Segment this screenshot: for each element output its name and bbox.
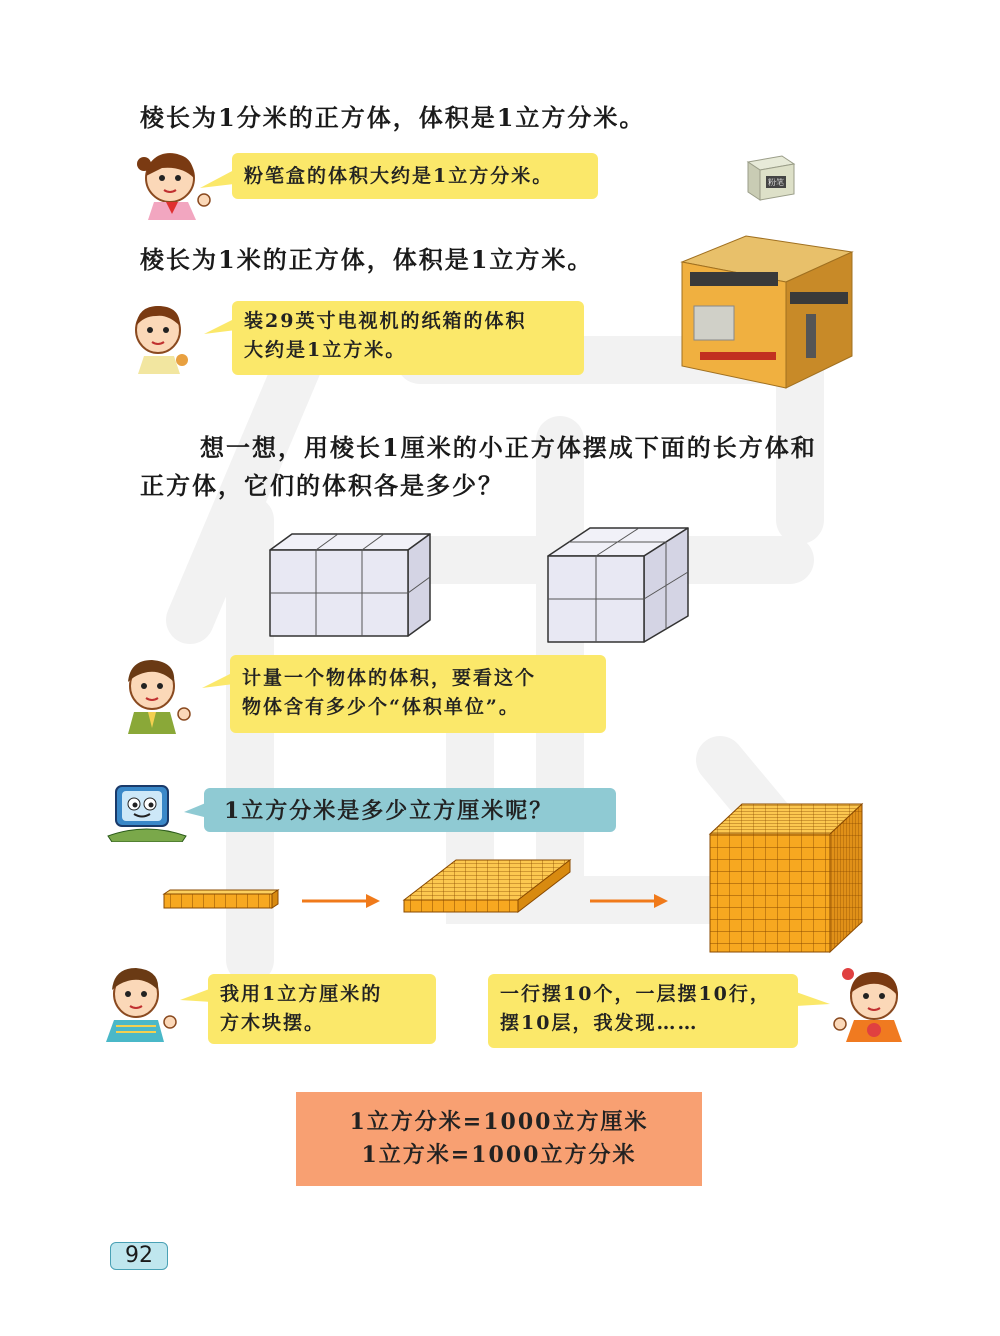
page-number-badge [110, 1242, 168, 1270]
cube-figure [540, 522, 696, 648]
boy-avatar [128, 300, 194, 374]
arrow-icon [300, 892, 382, 910]
page-number: 92 [125, 1243, 153, 1268]
bubble-tail [796, 990, 830, 1012]
boy-speech-bubble [232, 301, 584, 375]
text-line-dm3: 棱长为1分米的正方体，体积是1立方分米。 [140, 103, 646, 132]
girl-discovery-line1: 一行摆10个，一层摆10行， [500, 983, 771, 1005]
boy-method-bubble [208, 974, 436, 1044]
computer-question-bubble [204, 788, 616, 832]
measure-speech-bubble [230, 655, 606, 733]
text-line-m3: 棱长为1米的正方体，体积是1立方米。 [140, 245, 594, 274]
computer-question-text: 1立方分米是多少立方厘米呢？ [224, 798, 554, 824]
boy-method-line2: 方木块摆。 [220, 1012, 326, 1034]
chalk-box-image [742, 152, 798, 202]
boy-method-line1: 我用1立方厘米的 [220, 983, 383, 1005]
cube-row-figure [160, 888, 280, 912]
cube-layer-figure [400, 856, 574, 916]
girl-discovery-bubble [488, 974, 798, 1048]
cube-block-figure [706, 800, 866, 954]
measure-speech-line2: 物体含有多少个“体积单位”。 [242, 696, 520, 718]
computer-character-icon [106, 782, 188, 842]
cardboard-box-image [676, 232, 854, 392]
bubble-tail [200, 168, 234, 192]
boy-speech-line2: 大约是1立方米。 [244, 339, 407, 361]
girl-avatar-2 [830, 966, 910, 1042]
formula-line1: 1立方分米=1000立方厘米 [349, 1109, 649, 1135]
girl-speech-text: 粉笔盒的体积大约是1立方分米。 [244, 165, 554, 187]
boy-avatar-2 [122, 658, 192, 734]
arrow-icon [588, 892, 670, 910]
think-paragraph-line1: 想一想，用棱长1厘米的小正方体摆成下面的长方体和 [200, 433, 817, 462]
girl-speech-bubble [232, 153, 598, 199]
boy-speech-line1: 装29英寸电视机的纸箱的体积 [244, 310, 527, 332]
boy-avatar-3 [102, 966, 178, 1042]
formula-line2: 1立方米=1000立方分米 [361, 1142, 637, 1168]
girl-discovery-line2: 摆10层，我发现…… [500, 1012, 699, 1034]
chalk-box-label: 粉笔 [768, 178, 784, 187]
cuboid-figure [262, 528, 438, 642]
measure-speech-line1: 计量一个物体的体积，要看这个 [242, 667, 537, 689]
think-paragraph-line2: 正方体，它们的体积各是多少？ [140, 471, 504, 500]
conversion-formula-box [296, 1092, 702, 1186]
